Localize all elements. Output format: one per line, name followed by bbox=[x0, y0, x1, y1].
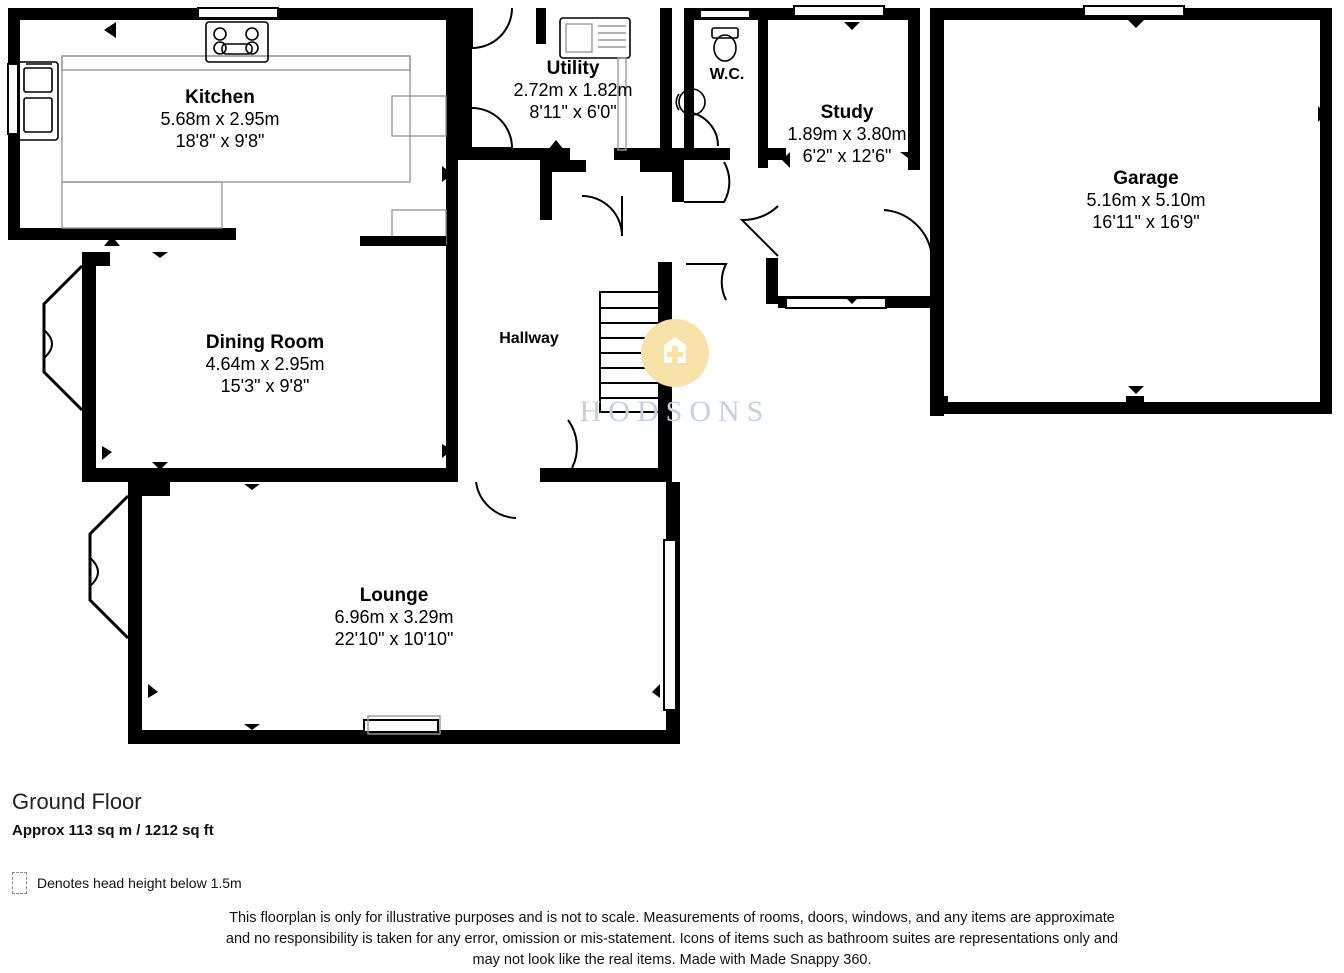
room-name: Study bbox=[820, 102, 874, 123]
room-label-garage bbox=[1046, 167, 1246, 234]
room-name: W.C. bbox=[709, 66, 745, 83]
room-name: Kitchen bbox=[185, 87, 255, 108]
room-name: Garage bbox=[1113, 168, 1179, 189]
disclaimer-line-1: This floorplan is only for illustrative purposes and is not to scale. Measurements of rooms, doors, windows, and any items are approximate bbox=[229, 910, 1115, 926]
room-name: Dining Room bbox=[205, 332, 325, 353]
room-dim-metric: 1.89m x 3.80m bbox=[787, 124, 907, 145]
room-name: Hallway bbox=[499, 330, 559, 347]
room-label-study bbox=[747, 101, 947, 168]
room-dim-imperial: 16'11" x 16'9" bbox=[1092, 212, 1200, 233]
room-dim-imperial: 8'11" x 6'0" bbox=[529, 102, 617, 123]
room-dim-imperial: 6'2" x 12'6" bbox=[802, 146, 892, 167]
disclaimer bbox=[0, 908, 1344, 971]
disclaimer-line-2: and no responsibility is taken for any error, omission or mis-statement. Icons of items such as bathroom suites are representations only and bbox=[225, 931, 1119, 948]
staircase bbox=[600, 292, 668, 412]
room-dim-metric: 4.64m x 2.95m bbox=[205, 354, 325, 375]
room-label-hallway bbox=[459, 329, 599, 349]
room-dim-metric: 5.16m x 5.10m bbox=[1086, 190, 1206, 211]
room-dim-imperial: 15'3" x 9'8" bbox=[220, 376, 310, 397]
floor-title: Ground Floor bbox=[12, 789, 142, 814]
room-label-kitchen bbox=[120, 86, 320, 153]
room-dim-metric: 6.96m x 3.29m bbox=[334, 607, 454, 628]
legend-label: Denotes head height below 1.5m bbox=[37, 875, 242, 891]
floor-area: Approx 113 sq m / 1212 sq ft bbox=[12, 822, 214, 839]
room-dim-metric: 2.72m x 1.82m bbox=[513, 80, 633, 101]
legend bbox=[12, 872, 242, 894]
room-label-dining-room bbox=[165, 331, 365, 398]
watermark-brand: HODSONS bbox=[579, 395, 771, 428]
head-height-swatch-icon bbox=[12, 872, 27, 894]
room-label-utility bbox=[473, 57, 673, 124]
room-dim-imperial: 18'8" x 9'8" bbox=[175, 131, 265, 152]
room-dim-metric: 5.68m x 2.95m bbox=[160, 109, 280, 130]
room-name: Lounge bbox=[359, 585, 429, 606]
disclaimer-line-3: may not look like the real items. Made with Made Snappy 360. bbox=[472, 952, 872, 969]
room-label-wc bbox=[677, 65, 777, 85]
room-dim-imperial: 22'10" x 10'10" bbox=[334, 629, 454, 650]
room-label-lounge bbox=[294, 584, 494, 651]
room-name: Utility bbox=[546, 58, 600, 79]
